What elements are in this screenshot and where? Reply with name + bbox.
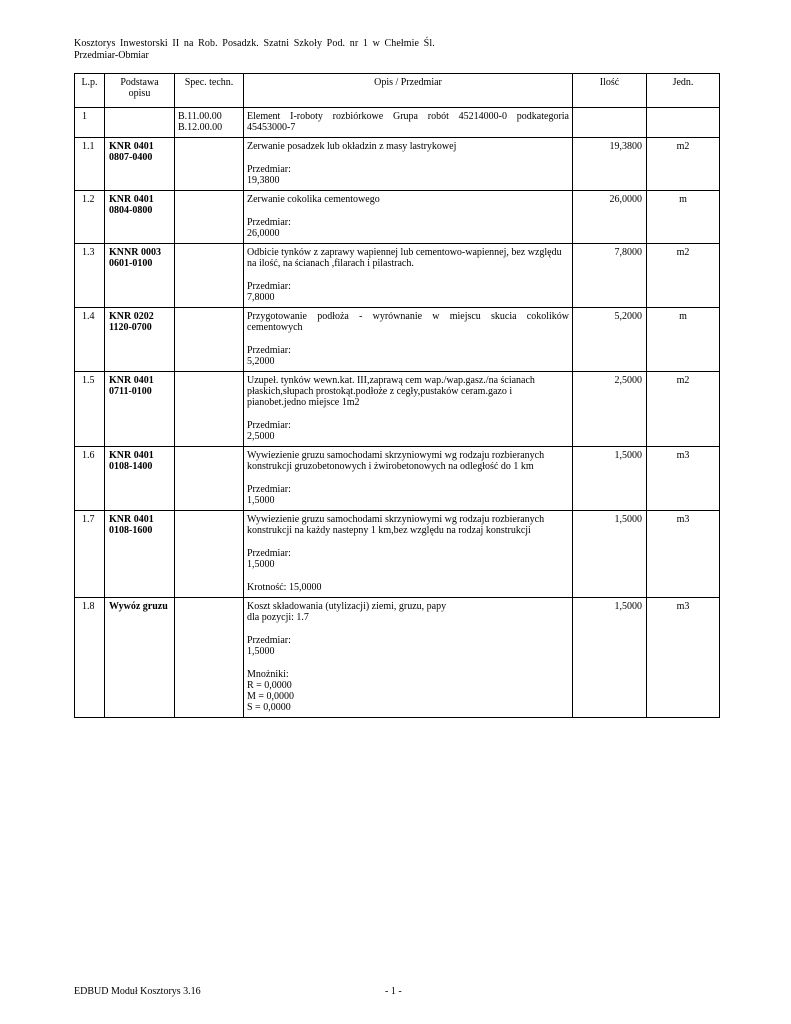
description-cell bbox=[244, 447, 573, 511]
unit-value: m2 bbox=[647, 138, 720, 191]
unit-value: m3 bbox=[647, 511, 720, 598]
spec-code bbox=[175, 372, 244, 447]
table-row bbox=[75, 108, 720, 138]
spec-code: B.11.00.00 B.12.00.00 bbox=[175, 108, 244, 138]
document-subtitle: Przedmiar-Obmiar bbox=[74, 50, 149, 61]
column-header-spec: Spec. techn. bbox=[175, 74, 244, 108]
description-cell bbox=[244, 372, 573, 447]
basis-code: KNR 0401 0711-0100 bbox=[105, 372, 175, 447]
column-header-lp: L.p. bbox=[75, 74, 105, 108]
description-cell bbox=[244, 138, 573, 191]
quantity-value: 2,5000 bbox=[573, 372, 647, 447]
table-row bbox=[75, 511, 720, 598]
basis-code: KNR 0401 0804-0800 bbox=[105, 191, 175, 244]
row-number: 1.1 bbox=[75, 138, 105, 191]
cost-estimate-table bbox=[74, 73, 720, 718]
table-row bbox=[75, 598, 720, 718]
quantity-survey-block: Przedmiar: 2,5000 bbox=[247, 420, 291, 442]
table-row bbox=[75, 191, 720, 244]
description-text: Wywiezienie gruzu samochodami skrzyniowymi wg rodzaju rozbieranych konstrukcji gruzobetonowych i żwirobetonowych na odległość do 1 km bbox=[247, 450, 545, 472]
description-text: Przygotowanie podłoża - wyrównanie w miejscu skucia cokolików cementowych bbox=[247, 311, 569, 333]
description-cell bbox=[244, 308, 573, 372]
description-text: Element I-roboty rozbiórkowe Grupa robót 45214000-0 podkategoria 45453000-7 bbox=[247, 111, 569, 133]
spec-code bbox=[175, 447, 244, 511]
description-cell bbox=[244, 598, 573, 718]
row-number: 1.8 bbox=[75, 598, 105, 718]
row-number: 1.2 bbox=[75, 191, 105, 244]
quantity-survey-block: Przedmiar: 1,5000 bbox=[247, 548, 291, 570]
quantity-survey-block: Przedmiar: 7,8000 bbox=[247, 281, 291, 303]
basis-code: KNR 0401 0807-0400 bbox=[105, 138, 175, 191]
unit-value bbox=[647, 108, 720, 138]
description-text: Uzupeł. tynków wewn.kat. III,zaprawą cem wap./wap.gasz./na ścianach płaskich,słupach prostokąt.podłoże z cegły,pustaków ceram.gazo i pianobet.jedno miejsce 1m2 bbox=[247, 375, 535, 408]
document-header bbox=[74, 38, 435, 62]
unit-value: m bbox=[647, 191, 720, 244]
basis-code: KNR 0401 0108-1600 bbox=[105, 511, 175, 598]
quantity-value: 1,5000 bbox=[573, 447, 647, 511]
basis-code bbox=[105, 108, 175, 138]
column-header-basis: Podstawa opisu bbox=[105, 74, 175, 108]
quantity-value bbox=[573, 108, 647, 138]
row-number: 1.5 bbox=[75, 372, 105, 447]
description-cell bbox=[244, 108, 573, 138]
spec-code bbox=[175, 308, 244, 372]
quantity-survey-block: Przedmiar: 5,2000 bbox=[247, 345, 291, 367]
table-body bbox=[75, 108, 720, 718]
quantity-survey-block: Przedmiar: 19,3800 bbox=[247, 164, 291, 186]
quantity-value: 26,0000 bbox=[573, 191, 647, 244]
description-text: Zerwanie posadzek lub okładzin z masy lastrykowej bbox=[247, 141, 457, 152]
row-number: 1.6 bbox=[75, 447, 105, 511]
row-number: 1 bbox=[75, 108, 105, 138]
row-number: 1.3 bbox=[75, 244, 105, 308]
description-text: Odbicie tynków z zaprawy wapiennej lub cementowo-wapiennej, bez względu na ilość, na ścianach ,filarach i pilastrach. bbox=[247, 247, 562, 269]
quantity-value: 1,5000 bbox=[573, 598, 647, 718]
table-row bbox=[75, 372, 720, 447]
basis-code: Wywóz gruzu bbox=[105, 598, 175, 718]
quantity-value: 7,8000 bbox=[573, 244, 647, 308]
footer-program-name: EDBUD Moduł Kosztorys 3.16 bbox=[74, 986, 201, 997]
document-title: Kosztorys Inwestorski II na Rob. Posadzk. Szatni Szkoły Pod. nr 1 w Chełmie Śl. bbox=[74, 38, 435, 49]
footer-page-number: - 1 - bbox=[385, 986, 402, 997]
table-header-row bbox=[75, 74, 720, 108]
quantity-value: 19,3800 bbox=[573, 138, 647, 191]
basis-code: KNR 0202 1120-0700 bbox=[105, 308, 175, 372]
spec-code bbox=[175, 138, 244, 191]
table-row bbox=[75, 447, 720, 511]
column-header-quantity: Ilość bbox=[573, 74, 647, 108]
basis-code: KNNR 0003 0601-0100 bbox=[105, 244, 175, 308]
description-text: Zerwanie cokolika cementowego bbox=[247, 194, 380, 205]
unit-value: m2 bbox=[647, 244, 720, 308]
extra-info-block: Krotność: 15,0000 bbox=[247, 582, 322, 593]
quantity-value: 1,5000 bbox=[573, 511, 647, 598]
quantity-survey-block: Przedmiar: 1,5000 bbox=[247, 484, 291, 506]
spec-code bbox=[175, 511, 244, 598]
quantity-value: 5,2000 bbox=[573, 308, 647, 372]
extra-info-block: Mnożniki: R = 0,0000 M = 0,0000 S = 0,0000 bbox=[247, 669, 295, 713]
column-header-unit: Jedn. bbox=[647, 74, 720, 108]
quantity-survey-block: Przedmiar: 26,0000 bbox=[247, 217, 291, 239]
spec-code bbox=[175, 191, 244, 244]
column-header-description: Opis / Przedmiar bbox=[244, 74, 573, 108]
description-cell bbox=[244, 244, 573, 308]
quantity-survey-block: Przedmiar: 1,5000 bbox=[247, 635, 291, 657]
row-number: 1.4 bbox=[75, 308, 105, 372]
unit-value: m3 bbox=[647, 447, 720, 511]
description-text: Koszt składowania (utylizacji) ziemi, gruzu, papy dla pozycji: 1.7 bbox=[247, 601, 447, 623]
table-row bbox=[75, 244, 720, 308]
description-cell bbox=[244, 191, 573, 244]
table-row bbox=[75, 308, 720, 372]
basis-code: KNR 0401 0108-1400 bbox=[105, 447, 175, 511]
description-text: Wywiezienie gruzu samochodami skrzyniowymi wg rodzaju rozbieranych konstrukcji na każdy nastepny 1 km,bez względu na rodzaj konstrukcji bbox=[247, 514, 545, 536]
table-row bbox=[75, 138, 720, 191]
unit-value: m2 bbox=[647, 372, 720, 447]
row-number: 1.7 bbox=[75, 511, 105, 598]
description-cell bbox=[244, 511, 573, 598]
spec-code bbox=[175, 244, 244, 308]
unit-value: m bbox=[647, 308, 720, 372]
spec-code bbox=[175, 598, 244, 718]
unit-value: m3 bbox=[647, 598, 720, 718]
